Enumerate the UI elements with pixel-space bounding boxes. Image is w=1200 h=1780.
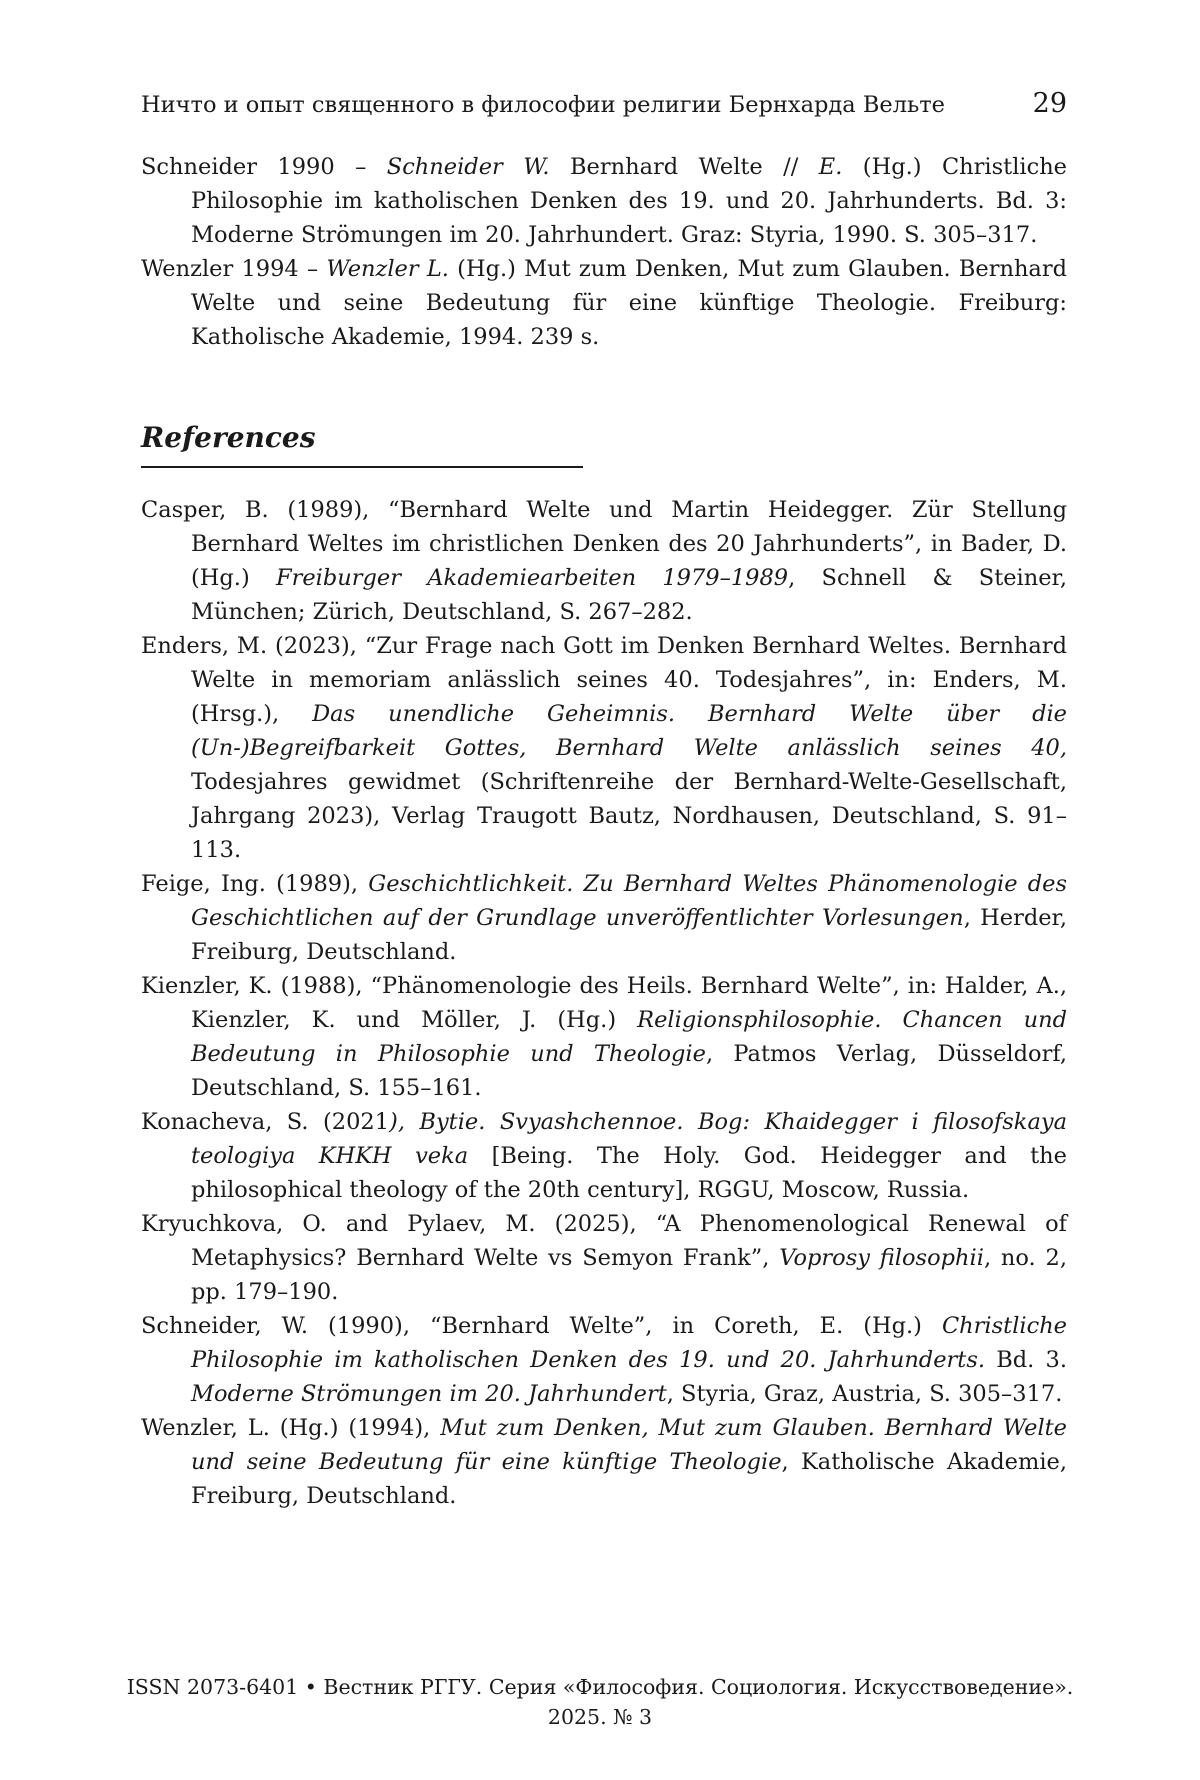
reference-entry: Enders, M. (2023), “Zur Frage nach Gott im Denken Bernhard Weltes. Bernhard Welte in memoriam anlässlich seines 40. Todesjahres”, in: Enders, M. (Hrsg.), Das unendliche Geheimnis. Bernhard Welte über die (Un-)Begreifbarkeit Gottes, Bernhard Welte anlässlich seines 40, Todesjahres gewidmet (Schriftenreihe der Bernhard-Welte-Gesellschaft, Jahrgang 2023), Verlag Traugott Bautz, Nordhausen, Deutschland, S. 91–113.	[141, 629, 1067, 867]
page-footer	[100, 1672, 1100, 1732]
references-heading: References	[141, 421, 316, 454]
running-title: Ничто и опыт священного в философии религии Бернхарда Вельте	[141, 92, 945, 118]
bibliography-list	[141, 150, 1067, 354]
running-head	[141, 88, 1067, 119]
journal-page	[0, 0, 1200, 1780]
reference-entry: Kienzler, K. (1988), “Phänomenologie des Heils. Bernhard Welte”, in: Halder, A., Kienzler, K. und Möller, J. (Hg.) Religionsphilosophie. Chancen und Bedeutung in Philosophie und Theologie, Patmos Verlag, Düsseldorf, Deutschland, S. 155–161.	[141, 969, 1067, 1105]
bibliography-entry: Wenzler 1994 – Wenzler L. (Hg.) Mut zum Denken, Mut zum Glauben. Bernhard Welte und seine Bedeutung für eine künftige Theologie. Freiburg: Katholische Akademie, 1994. 239 s.	[141, 252, 1067, 354]
page-number: 29	[1033, 88, 1067, 119]
footer-journal-line: ISSN 2073-6401 • Вестник РГГУ. Серия «Философия. Социология. Искусствоведение».	[100, 1672, 1100, 1702]
reference-entry: Wenzler, L. (Hg.) (1994), Mut zum Denken, Mut zum Glauben. Bernhard Welte und seine Bedeutung für eine künftige Theologie, Katholische Akademie, Freiburg, Deutschland.	[141, 1411, 1067, 1513]
reference-entry: Casper, B. (1989), “Bernhard Welte und Martin Heidegger. Zür Stellung Bernhard Weltes im christlichen Denken des 20 Jahrhunderts”, in Bader, D. (Hg.) Freiburger Akademiearbeiten 1979–1989, Schnell & Steiner, München; Zürich, Deutschland, S. 267–282.	[141, 493, 1067, 629]
references-list	[141, 493, 1067, 1513]
reference-entry: Kryuchkova, O. and Pylaev, M. (2025), “A Phenomenological Renewal of Metaphysics? Bernhard Welte vs Semyon Frank”, Voprosy filosophii, no. 2, pp. 179–190.	[141, 1207, 1067, 1309]
reference-entry: Konacheva, S. (2021), Bytie. Svyashchennoe. Bog: Khaidegger i filosofskaya teologiya KHKH veka [Being. The Holy. God. Heidegger and the philosophical theology of the 20th century], RGGU, Moscow, Russia.	[141, 1105, 1067, 1207]
footer-issue-line: 2025. № 3	[100, 1702, 1100, 1732]
reference-entry: Feige, Ing. (1989), Geschichtlichkeit. Zu Bernhard Weltes Phänomenologie des Geschichtlichen auf der Grundlage unveröffentlichter Vorlesungen, Herder, Freiburg, Deutschland.	[141, 867, 1067, 969]
bibliography-entry: Schneider 1990 – Schneider W. Bernhard Welte // E. (Hg.) Christliche Philosophie im katholischen Denken des 19. und 20. Jahrhunderts. Bd. 3: Moderne Strömungen im 20. Jahrhundert. Graz: Styria, 1990. S. 305–317.	[141, 150, 1067, 252]
reference-entry: Schneider, W. (1990), “Bernhard Welte”, in Coreth, E. (Hg.) Christliche Philosophie im katholischen Denken des 19. und 20. Jahrhunderts. Bd. 3. Moderne Strömungen im 20. Jahrhundert, Styria, Graz, Austria, S. 305–317.	[141, 1309, 1067, 1411]
heading-underline	[141, 466, 583, 468]
